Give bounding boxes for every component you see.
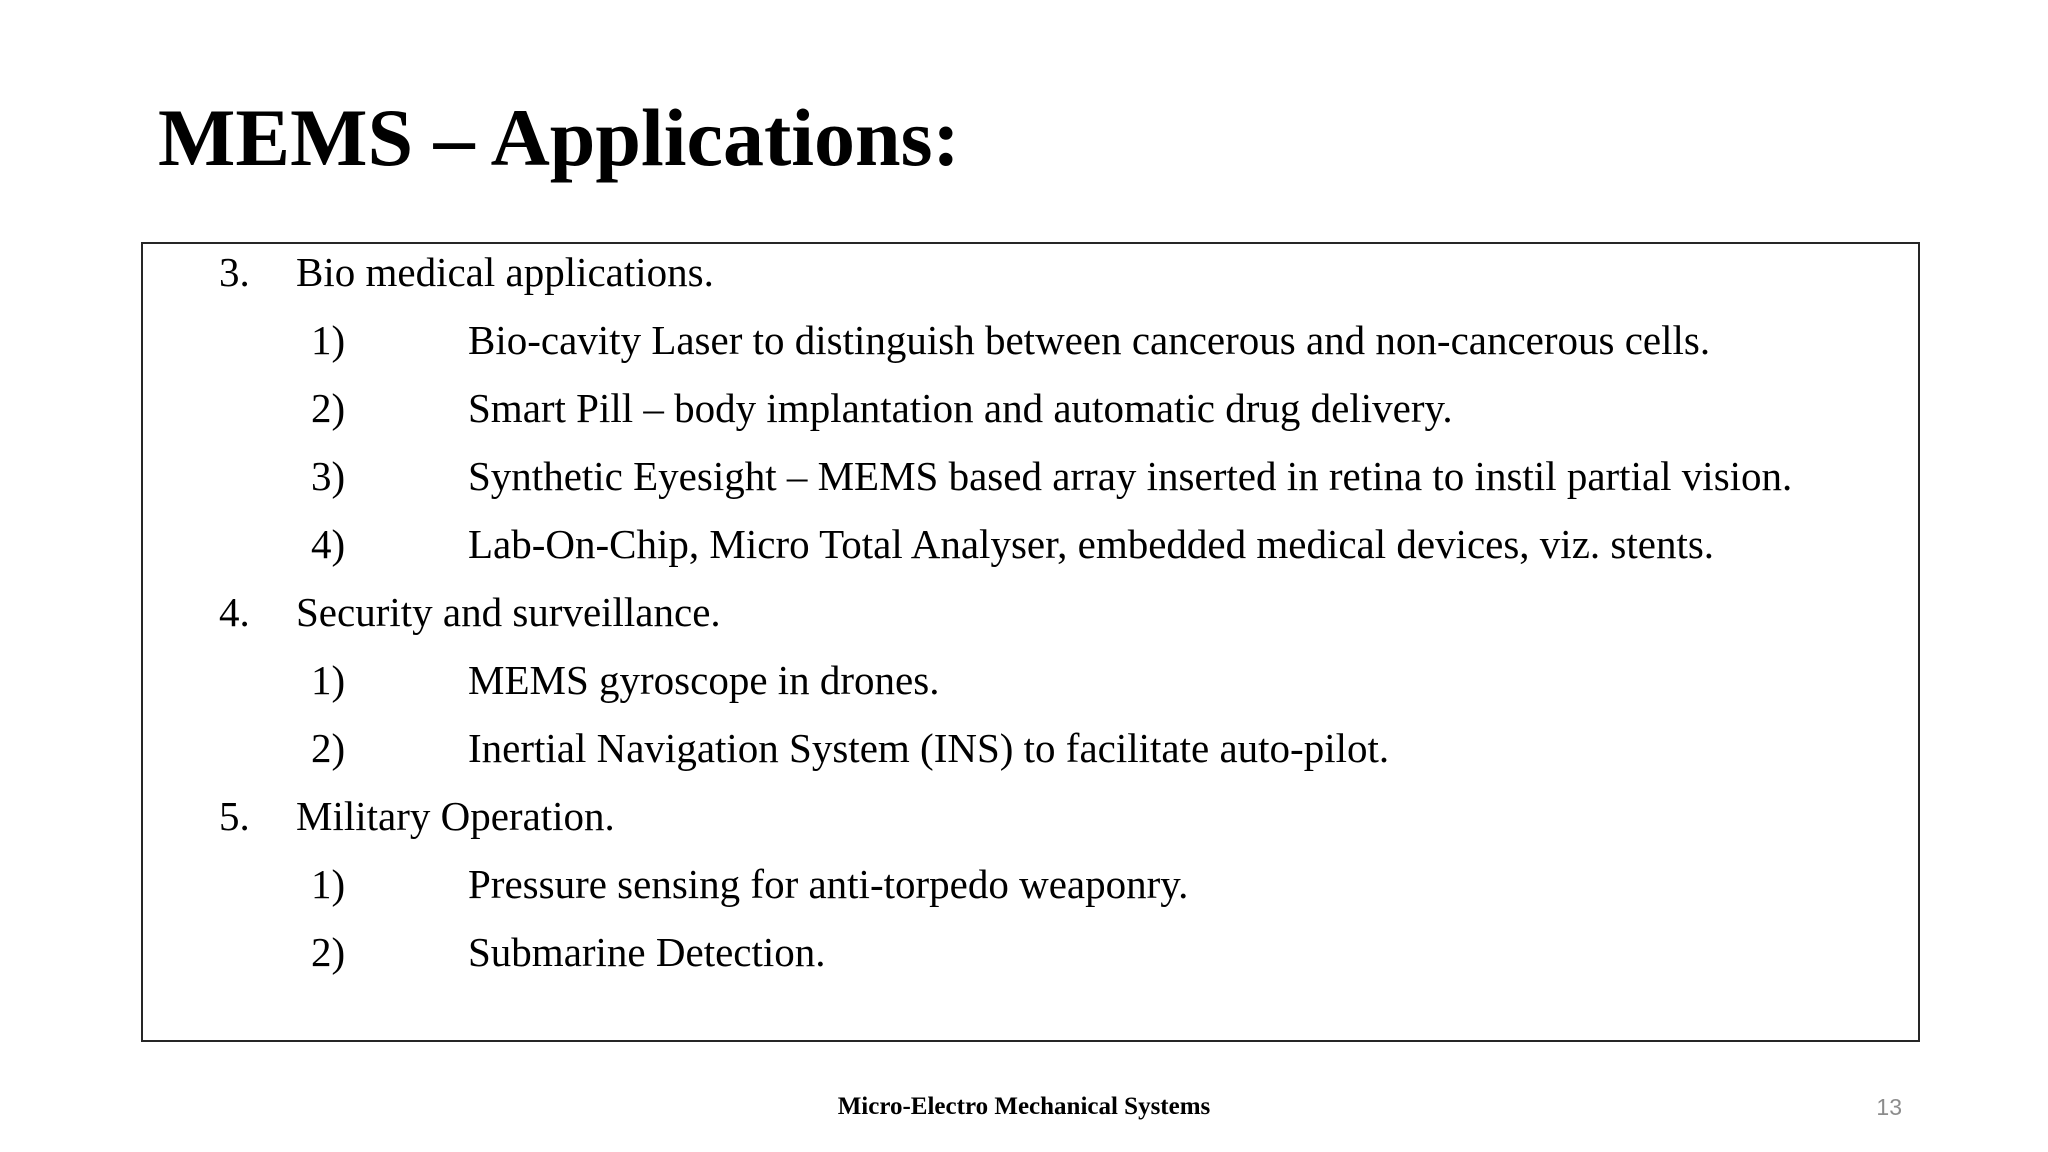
list-item <box>143 446 1918 506</box>
section-number: 4. <box>219 589 250 635</box>
list-item <box>143 854 1918 914</box>
item-number: 1) <box>311 657 346 703</box>
item-number: 2) <box>311 385 346 431</box>
section-heading: Security and surveillance. <box>296 589 721 635</box>
section-heading-row <box>143 786 1918 846</box>
slide-title: MEMS – Applications: <box>158 92 960 183</box>
item-text: Inertial Navigation System (INS) to facilitate auto-pilot. <box>468 725 1390 771</box>
section-heading-row <box>143 242 1918 302</box>
list-item <box>143 310 1918 370</box>
item-number: 3) <box>311 453 346 499</box>
item-text: Submarine Detection. <box>468 929 826 975</box>
section-number: 3. <box>219 249 250 295</box>
section-heading-row <box>143 582 1918 642</box>
list-item <box>143 650 1918 710</box>
item-text: Bio-cavity Laser to distinguish between cancerous and non-cancerous cells. <box>468 317 1711 363</box>
section-heading: Military Operation. <box>296 793 615 839</box>
page-number: 13 <box>1876 1094 1902 1120</box>
item-text: MEMS gyroscope in drones. <box>468 657 940 703</box>
list-item <box>143 718 1918 778</box>
item-number: 1) <box>311 317 346 363</box>
item-number: 4) <box>311 521 346 567</box>
item-text: Smart Pill – body implantation and automatic drug delivery. <box>468 385 1453 431</box>
list-item <box>143 378 1918 438</box>
section-heading: Bio medical applications. <box>296 249 714 295</box>
item-text: Synthetic Eyesight – MEMS based array inserted in retina to instil partial vision. <box>468 453 1793 499</box>
item-number: 1) <box>311 861 346 907</box>
list-item <box>143 514 1918 574</box>
item-text: Lab-On-Chip, Micro Total Analyser, embedded medical devices, viz. stents. <box>468 521 1715 567</box>
section-number: 5. <box>219 793 250 839</box>
content-box <box>141 242 1920 1042</box>
item-number: 2) <box>311 929 346 975</box>
slide-footer: Micro-Electro Mechanical Systems <box>837 1093 1211 1120</box>
list-item <box>143 922 1918 982</box>
item-text: Pressure sensing for anti-torpedo weaponry. <box>468 861 1189 907</box>
item-number: 2) <box>311 725 346 771</box>
